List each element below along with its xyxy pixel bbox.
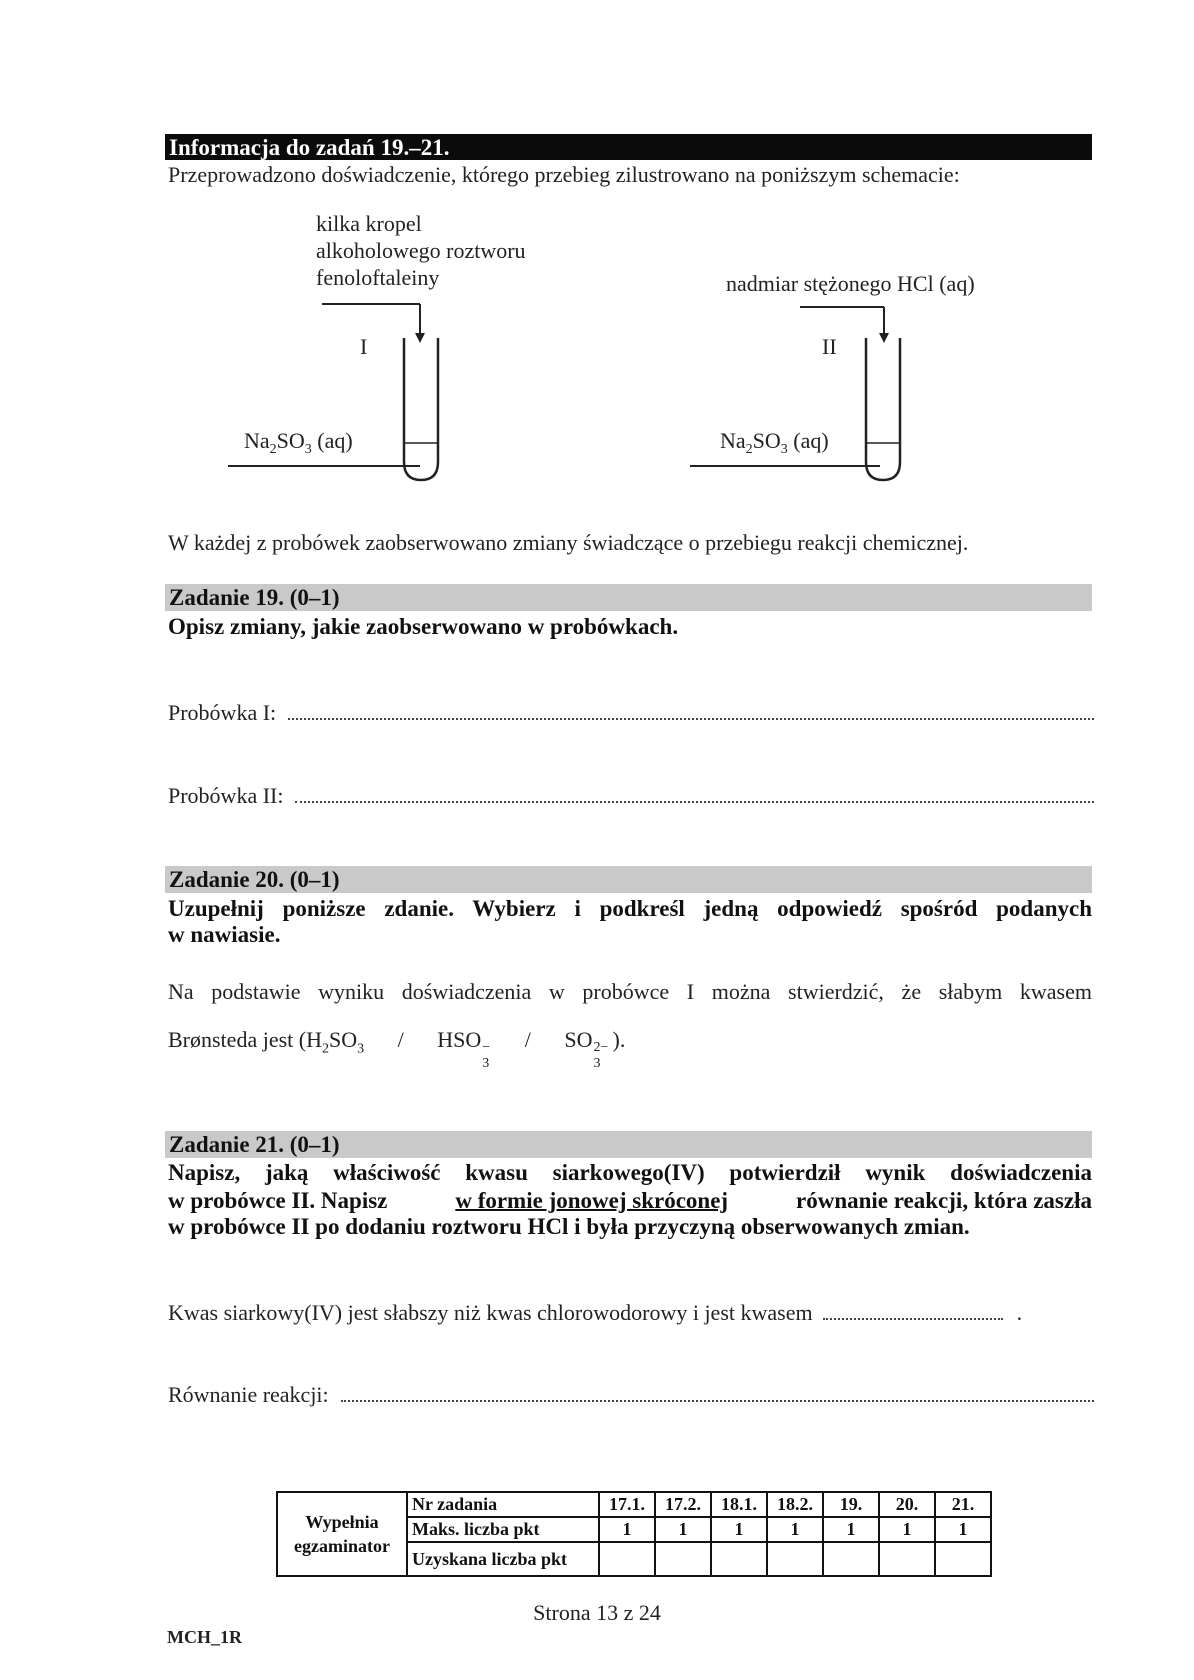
option-hso3[interactable]: HSO − 3 [437, 1027, 491, 1071]
max-points: 1 [767, 1517, 823, 1542]
task21-line1: Napisz, jaką właściwość kwasu siarkowego(IV) potwierdził wynik doświadczenia [168, 1160, 1092, 1185]
line2-underlined: w formie jonowej skróconej [455, 1188, 729, 1213]
tube1-label: I [360, 334, 368, 359]
tube1-reagent-line3: fenoloftaleiny [316, 265, 440, 290]
tube2-label: II [822, 334, 837, 359]
sentence-prefix: Brønsteda jest ( [168, 1027, 307, 1052]
task20-title: Zadanie 20. (0–1) [165, 866, 1092, 893]
obtained-points-cell[interactable] [767, 1542, 823, 1576]
info-header: Informacja do zadań 19.–21. [165, 134, 1092, 160]
observation-text: W każdej z probówek zaobserwowano zmiany świadczące o przebiegu reakcji chemicznej. [168, 530, 969, 555]
answer2-label: Probówka II: [168, 783, 284, 808]
task20-instruction-line2: w nawiasie. [168, 922, 281, 947]
tube2-arrowhead [879, 333, 889, 343]
max-points: 1 [879, 1517, 935, 1542]
page-number: Strona 13 z 24 [533, 1600, 661, 1625]
tube1-arrow [322, 304, 420, 336]
task21-equation [168, 1382, 1094, 1408]
score-table [276, 1491, 992, 1577]
exam-code: MCH_1R [167, 1627, 242, 1647]
task21-title: Zadanie 21. (0–1) [165, 1131, 1092, 1158]
task-number: 17.1. [599, 1492, 655, 1517]
line2-part-a: w probówce II. Napisz [168, 1188, 388, 1213]
tube2-arrow [800, 307, 884, 336]
tube1-reagent-line2: alkoholowego roztworu [316, 238, 526, 263]
task-number: 20. [879, 1492, 935, 1517]
max-points: 1 [935, 1517, 991, 1542]
tube1-solution: $Na_2SO_3$ (aq) [244, 428, 353, 457]
task21-line2 [168, 1188, 1092, 1214]
tube1-arrowhead [415, 333, 425, 343]
task19-answer2 [168, 783, 1094, 809]
task19-title: Zadanie 19. (0–1) [165, 584, 1092, 611]
max-points: 1 [711, 1517, 767, 1542]
option-so3[interactable]: SO 2− 3 [564, 1027, 609, 1071]
obtained-points-cell[interactable] [879, 1542, 935, 1576]
tube2-reagent: nadmiar stężonego HCl (aq) [726, 271, 975, 296]
equation-label: Równanie reakcji: [168, 1382, 329, 1407]
task-number: 17.2. [655, 1492, 711, 1517]
answer2-field[interactable] [295, 795, 1094, 803]
tube2-solution: $Na_2SO_3$ (aq) [720, 428, 829, 457]
row-label-obtained: Uzyskana liczba pkt [407, 1542, 599, 1576]
max-points: 1 [823, 1517, 879, 1542]
obtained-points-cell[interactable] [655, 1542, 711, 1576]
answer1-field[interactable] [288, 712, 1094, 720]
task20-sentence-line1: Na podstawie wyniku doświadczenia w probówce I można stwierdzić, że słabym kwasem [168, 979, 1092, 1004]
answer-end: . [1016, 1300, 1023, 1325]
acid-property-field[interactable] [823, 1312, 1003, 1320]
option-h2so3[interactable]: $H_2SO_3$ [306, 1027, 365, 1057]
answer-line-text: Kwas siarkowy(IV) jest słabszy niż kwas chlorowodorowy i jest kwasem [168, 1300, 813, 1325]
obtained-points-cell[interactable] [711, 1542, 767, 1576]
examiner-cell: Wypełnia egzaminator [277, 1492, 407, 1576]
task19-answer1 [168, 700, 1094, 726]
task-number: 18.1. [711, 1492, 767, 1517]
tube2 [866, 338, 900, 480]
task-number: 18.2. [767, 1492, 823, 1517]
max-points: 1 [655, 1517, 711, 1542]
option-separator: / [524, 1027, 531, 1052]
intro-text: Przeprowadzono doświadczenie, którego przebieg zilustrowano na poniższym schemacie: [168, 162, 960, 187]
obtained-points-cell[interactable] [599, 1542, 655, 1576]
row-label-max: Maks. liczba pkt [407, 1517, 599, 1542]
sentence-end: ). [612, 1027, 626, 1052]
task21-answer [168, 1300, 1094, 1326]
task20-sentence-line2 [168, 1027, 626, 1071]
task21-line3: w probówce II po dodaniu roztworu HCl i była przyczyną obserwowanych zmian. [168, 1214, 970, 1239]
task19-instruction: Opisz zmiany, jakie zaobserwowano w probówkach. [168, 614, 679, 639]
option-separator: / [397, 1027, 404, 1052]
obtained-points-cell[interactable] [823, 1542, 879, 1576]
equation-field[interactable] [341, 1394, 1094, 1402]
line2-part-b: równanie reakcji, która zaszła [796, 1188, 1092, 1213]
answer1-label: Probówka I: [168, 700, 277, 725]
task-number: 19. [823, 1492, 879, 1517]
max-points: 1 [599, 1517, 655, 1542]
task20-instruction-line1: Uzupełnij poniższe zdanie. Wybierz i podkreśl jedną odpowiedź spośród podanych [168, 896, 1092, 921]
obtained-points-cell[interactable] [935, 1542, 991, 1576]
tube1-reagent-line1: kilka kropel [316, 211, 422, 236]
task-number: 21. [935, 1492, 991, 1517]
row-label-task: Nr zadania [407, 1492, 599, 1517]
tube1 [404, 338, 438, 480]
experiment-diagram [0, 0, 1194, 500]
